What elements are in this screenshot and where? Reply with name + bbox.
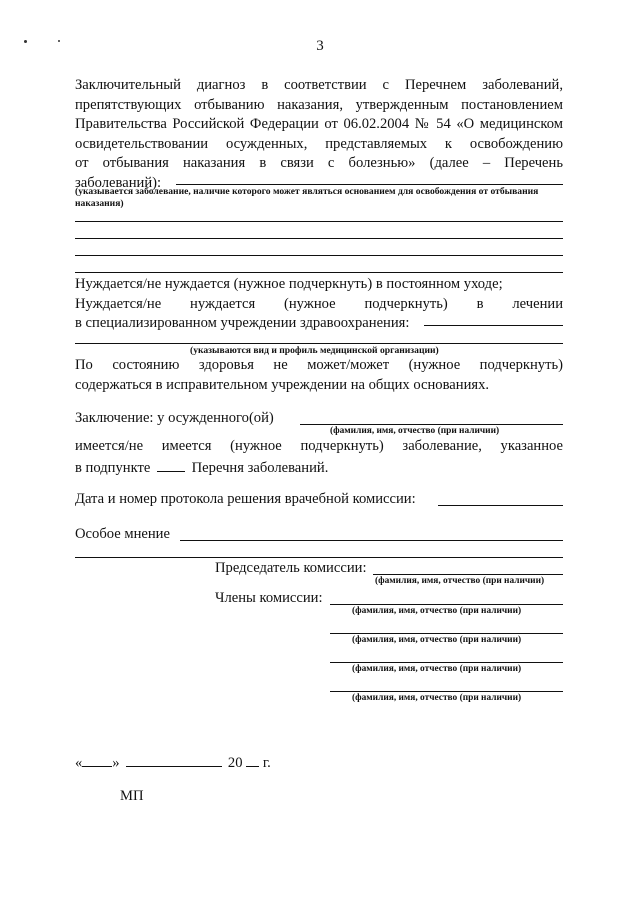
institution-field[interactable]: [424, 325, 563, 326]
conclusion-label: Заключение: у осужденного(ой): [75, 410, 274, 426]
date-line: [75, 752, 271, 774]
chairman-name-field[interactable]: [373, 574, 563, 575]
protocol-label: Дата и номер протокола решения врачебной комиссии:: [75, 491, 416, 507]
opinion-field-line[interactable]: [75, 557, 563, 558]
diagnosis-field-line[interactable]: [75, 221, 563, 222]
diagnosis-line: препятствующих отбыванию наказания, утвержденным постановлением: [75, 96, 563, 113]
diagnosis-note-line: наказания): [75, 198, 124, 209]
date-year-field[interactable]: [246, 752, 259, 767]
subparagraph-suffix: Перечня заболеваний.: [191, 459, 329, 476]
diagnosis-field-line[interactable]: [75, 238, 563, 239]
convict-name-note: (фамилия, имя, отчество (при наличии): [330, 426, 500, 436]
subparagraph-prefix: в подпункте: [75, 459, 151, 476]
stamp-label: МП: [120, 788, 144, 804]
state-line: содержаться в исправительном учреждении на общих основаниях.: [75, 376, 490, 393]
opinion-label: Особое мнение: [75, 526, 170, 542]
member-name-note: (фамилия, имя, отчество (при наличии): [352, 693, 522, 703]
diagnosis-paragraph: [75, 76, 563, 193]
date-day-field[interactable]: [82, 752, 112, 767]
member-name-note: (фамилия, имя, отчество (при наличии): [352, 664, 522, 674]
diagnosis-line: от отбывания наказания в связи с болезнью» (далее – Перечень: [75, 155, 563, 171]
state-paragraph: [75, 356, 563, 395]
date-month-field[interactable]: [126, 752, 222, 767]
chairman-name-note: (фамилия, имя, отчество (при наличии): [375, 576, 545, 586]
diagnosis-field-line[interactable]: [75, 255, 563, 256]
opinion-field[interactable]: [180, 540, 563, 541]
diagnosis-line: Заключительный диагноз в соответствии с Перечнем заболеваний,: [75, 77, 563, 93]
date-year-prefix: 20: [227, 755, 243, 771]
institution-field-line[interactable]: [75, 343, 563, 344]
page-number: 3: [316, 38, 324, 54]
subparagraph-field[interactable]: [157, 457, 185, 472]
member-name-field[interactable]: [330, 662, 563, 663]
care-line: Нуждается/не нуждается (нужное подчеркнуть) в постоянном уходе;: [75, 276, 503, 292]
member-name-field[interactable]: [330, 633, 563, 634]
date-year-suffix: г.: [262, 755, 271, 771]
member-name-field[interactable]: [330, 691, 563, 692]
convict-name-field[interactable]: [300, 424, 563, 425]
diagnosis-line: заболеваний):: [75, 174, 162, 191]
date-open-quote: «: [75, 755, 83, 771]
conclusion-line: [75, 457, 563, 479]
diagnosis-field[interactable]: [176, 184, 563, 185]
institution-note: (указываются вид и профиль медицинской организации): [190, 345, 439, 356]
diagnosis-field-line[interactable]: [75, 272, 563, 273]
state-line: По состоянию здоровья не может/может (нужное подчеркнуть): [75, 357, 563, 373]
member-name-field[interactable]: [330, 604, 563, 605]
protocol-field[interactable]: [438, 505, 563, 506]
care-line: в специализированном учреждении здравоохранения:: [75, 315, 410, 331]
diagnosis-line: Правительства Российской Федерации от 06.02.2004 № 54 «О медицинском: [75, 116, 563, 132]
conclusion-line: имеется/не имеется (нужное подчеркнуть) заболевание, указанное: [75, 438, 563, 454]
member-name-note: (фамилия, имя, отчество (при наличии): [352, 635, 522, 645]
conclusion-paragraph: [75, 437, 563, 478]
chairman-label: Председатель комиссии:: [215, 560, 367, 576]
member-name-note: (фамилия, имя, отчество (при наличии): [352, 606, 522, 616]
care-line: Нуждается/не нуждается (нужное подчеркнуть) в лечении: [75, 295, 563, 312]
members-label: Члены комиссии:: [215, 590, 323, 606]
diagnosis-line: освидетельствовании осужденных, представляемых к освобождению: [75, 135, 563, 152]
diagnosis-note-line: (указывается заболевание, наличие которого может являться основанием для освобождения от отбывания: [75, 186, 539, 197]
date-close-quote: »: [112, 755, 120, 771]
diagnosis-note: [75, 186, 565, 210]
